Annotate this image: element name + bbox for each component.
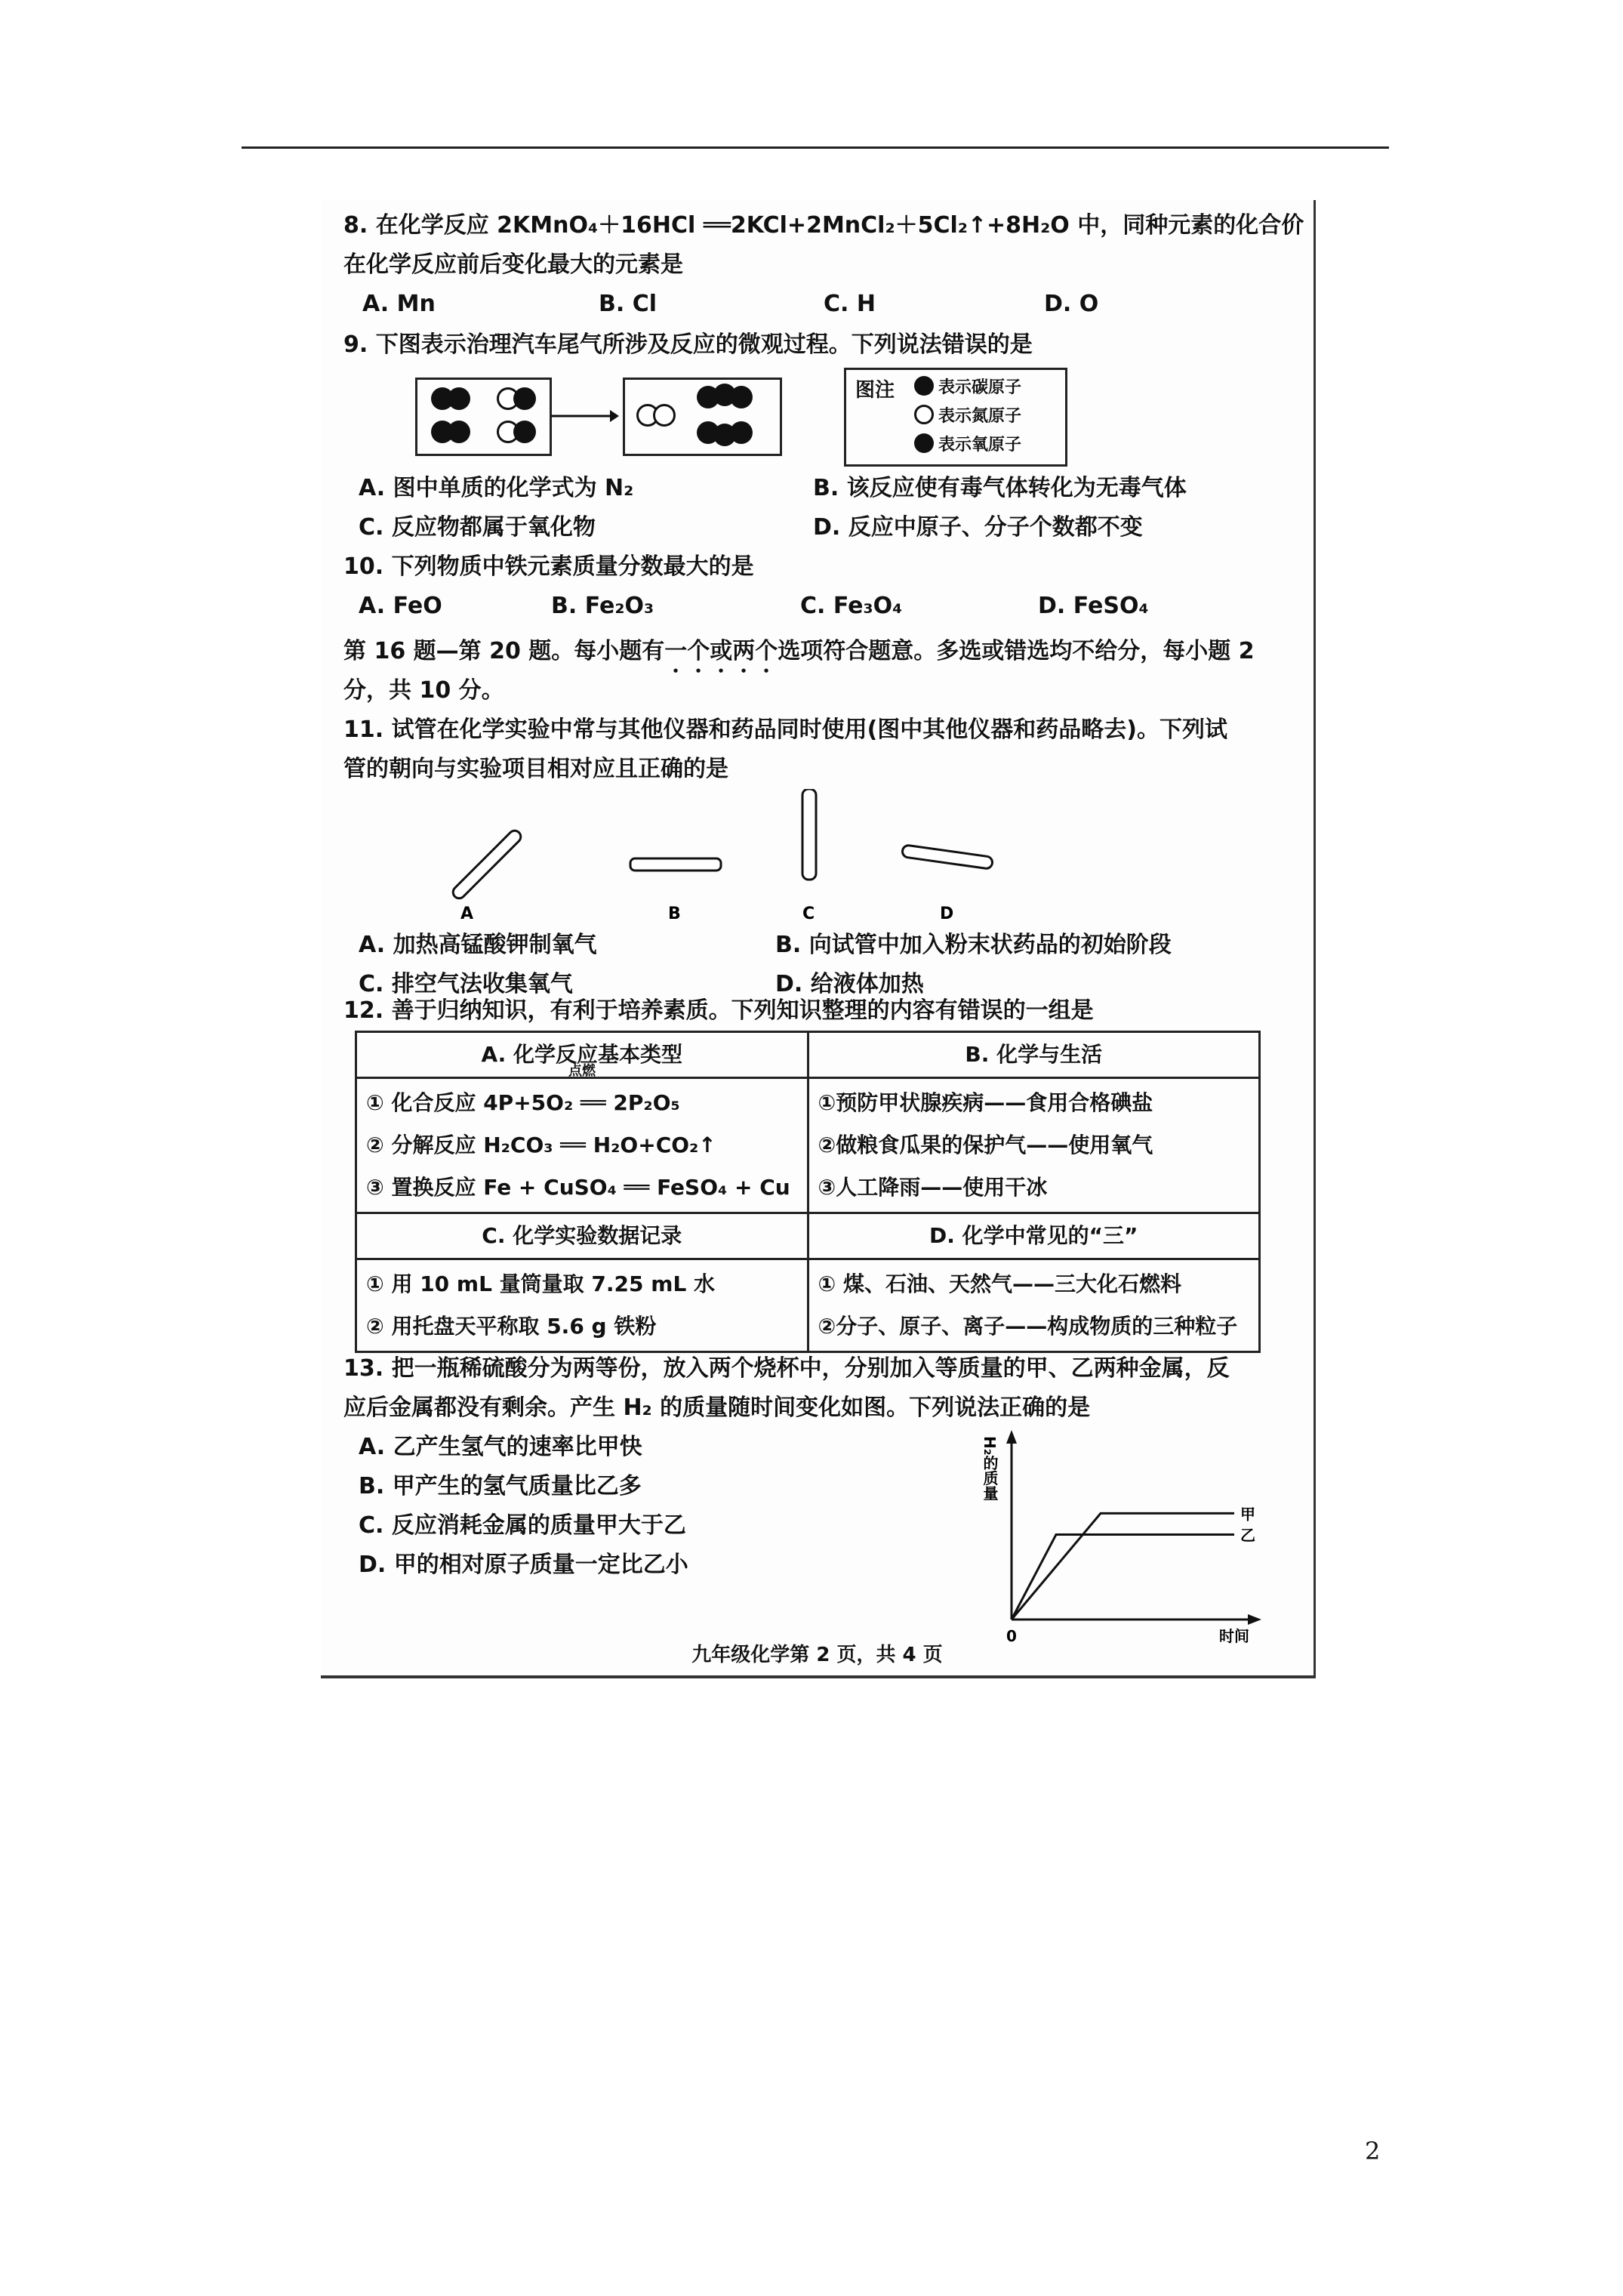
q9-option-a: A. 图中单质的化学式为 N₂ xyxy=(359,475,634,501)
cell-c-title: C. 化学实验数据记录 xyxy=(356,1213,808,1259)
series-label-yi: 乙 xyxy=(1240,1526,1255,1545)
d-item-2: ②分子、原子、离子——构成物质的三种粒子 xyxy=(818,1314,1238,1339)
q11-stem-line2: 管的朝向与实验项目相对应且正确的是 xyxy=(343,756,728,782)
a-item-2: ② 分解反应 H₂CO₃ ══ H₂O+CO₂↑ xyxy=(366,1133,716,1157)
q11-option-d: D. 给液体加热 xyxy=(775,971,924,997)
tube-a xyxy=(451,828,523,901)
q13-h2-chart xyxy=(978,1427,1280,1646)
a-item-3: ③ 置换反应 Fe + CuSO₄ ══ FeSO₄ + Cu xyxy=(366,1175,790,1200)
q9-option-c: C. 反应物都属于氧化物 xyxy=(359,514,596,541)
q8-option-c: C. H xyxy=(824,291,876,317)
tube-label-a: A xyxy=(460,905,474,923)
tube-label-b: B xyxy=(668,905,681,923)
q13-option-a: A. 乙产生氢气的速率比甲快 xyxy=(359,1434,642,1460)
b-item-3: ③人工降雨——使用干冰 xyxy=(818,1175,1048,1200)
emphasis-one-or-two: 一个或两个 xyxy=(664,638,778,664)
q8-option-b: B. Cl xyxy=(599,291,658,317)
cell-c-items xyxy=(356,1259,808,1352)
c-item-2: ② 用托盘天平称取 5.6 g 铁粉 xyxy=(366,1314,657,1339)
legend-carbon: 表示碳原子 xyxy=(938,378,1022,397)
q13-option-b: B. 甲产生的氢气质量比乙多 xyxy=(359,1473,642,1499)
d-item-1: ① 煤、石油、天然气——三大化石燃料 xyxy=(818,1271,1181,1296)
q10-stem: 10. 下列物质中铁元素质量分数最大的是 xyxy=(343,553,754,580)
q11-option-a: A. 加热高锰酸钾制氧气 xyxy=(359,932,597,958)
a-item-1: ① 化合反应 4P+5O₂ ══ 2P₂O₅ xyxy=(366,1090,680,1115)
q10-option-b: B. Fe₂O₃ xyxy=(551,593,654,619)
x-axis-label: 时间 xyxy=(1219,1627,1249,1645)
q8-option-a: A. Mn xyxy=(362,291,436,317)
tube-c xyxy=(802,789,816,880)
tube-label-d: D xyxy=(940,905,954,923)
q9-reaction-diagram xyxy=(415,378,868,461)
q8-stem-line1: 8. 在化学反应 2KMnO₄＋16HCl ══2KCl+2MnCl₂＋5Cl₂↑+8H₂O 中，同种元素的化合价 xyxy=(343,212,1304,239)
c-item-1: ① 用 10 mL 量筒量取 7.25 mL 水 xyxy=(366,1271,716,1296)
tube-label-c: C xyxy=(802,905,815,923)
q13-stem-line1: 13. 把一瓶稀硫酸分为两等份，放入两个烧杯中，分别加入等质量的甲、乙两种金属，反 xyxy=(343,1355,1230,1382)
series-line-jia xyxy=(1012,1513,1234,1620)
q12-knowledge-table xyxy=(355,1031,1261,1353)
q13-stem-line2: 应后金属都没有剩余。产生 H₂ 的质量随时间变化如图。下列说法正确的是 xyxy=(343,1395,1091,1421)
q10-option-d: D. FeSO₄ xyxy=(1038,593,1149,619)
cell-b-items xyxy=(808,1078,1260,1213)
q9-stem: 9. 下图表示治理汽车尾气所涉及反应的微观过程。下列说法错误的是 xyxy=(343,331,1033,358)
q11-stem-line1: 11. 试管在化学实验中常与其他仪器和药品同时使用(图中其他仪器和药品略去)。下列试 xyxy=(343,717,1228,743)
ignite-condition: 点燃 xyxy=(568,1063,596,1079)
product-box xyxy=(623,378,782,456)
q11-option-b: B. 向试管中加入粉末状药品的初始阶段 xyxy=(775,932,1172,958)
section-note-line2: 分，共 10 分。 xyxy=(343,677,504,704)
q8-stem-line2: 在化学反应前后变化最大的元素是 xyxy=(343,251,683,278)
q9-legend xyxy=(844,368,1067,467)
q9-option-b: B. 该反应使有毒气体转化为无毒气体 xyxy=(813,475,1187,501)
cell-a-items xyxy=(356,1063,808,1213)
q12-stem: 12. 善于归纳知识，有利于培养素质。下列知识整理的内容有错误的一组是 xyxy=(343,997,1094,1024)
q9-option-d: D. 反应中原子、分子个数都不变 xyxy=(813,514,1143,541)
x-axis-arrow xyxy=(1248,1614,1261,1625)
q11-test-tube-figure xyxy=(434,789,1113,925)
tube-d xyxy=(901,845,993,870)
series-label-jia: 甲 xyxy=(1240,1505,1255,1524)
origin-label: 0 xyxy=(1006,1627,1017,1645)
tube-b xyxy=(630,858,721,871)
page-number: 2 xyxy=(1365,2137,1381,2165)
legend-oxygen: 表示氧原子 xyxy=(938,436,1022,455)
q10-option-a: A. FeO xyxy=(359,593,442,619)
legend-title: 图注 xyxy=(855,379,895,402)
reaction-arrow xyxy=(551,405,619,427)
q11-option-c: C. 排空气法收集氧气 xyxy=(359,971,573,997)
reactant-box xyxy=(415,378,552,456)
top-rule xyxy=(242,146,1389,149)
legend-nitrogen: 表示氮原子 xyxy=(938,407,1022,426)
scanned-exam-page xyxy=(321,200,1316,1678)
cell-a-title: A. 化学反应基本类型 xyxy=(356,1032,808,1078)
b-item-2: ②做粮食瓜果的保护气——使用氧气 xyxy=(818,1133,1153,1157)
b-item-1: ①预防甲状腺疾病——食用合格碘盐 xyxy=(818,1090,1153,1115)
y-axis-label: H₂的质量 xyxy=(981,1436,999,1501)
q13-option-d: D. 甲的相对原子质量一定比乙小 xyxy=(359,1552,688,1578)
cell-d-title: D. 化学中常见的“三” xyxy=(808,1213,1260,1259)
q13-option-c: C. 反应消耗金属的质量甲大于乙 xyxy=(359,1512,686,1539)
q8-option-d: D. O xyxy=(1044,291,1099,317)
q10-option-c: C. Fe₃O₄ xyxy=(800,593,903,619)
section-note-line1: 第 16 题—第 20 题。每小题有一个或两个选项符合题意。多选或错选均不给分，每小题 2 xyxy=(343,638,1255,664)
y-axis-arrow xyxy=(1006,1430,1017,1444)
series-line-yi xyxy=(1012,1535,1234,1620)
cell-d-items xyxy=(808,1259,1260,1352)
cell-b-title: B. 化学与生活 xyxy=(808,1032,1260,1078)
page-footer: 九年级化学第 2 页，共 4 页 xyxy=(691,1644,943,1666)
